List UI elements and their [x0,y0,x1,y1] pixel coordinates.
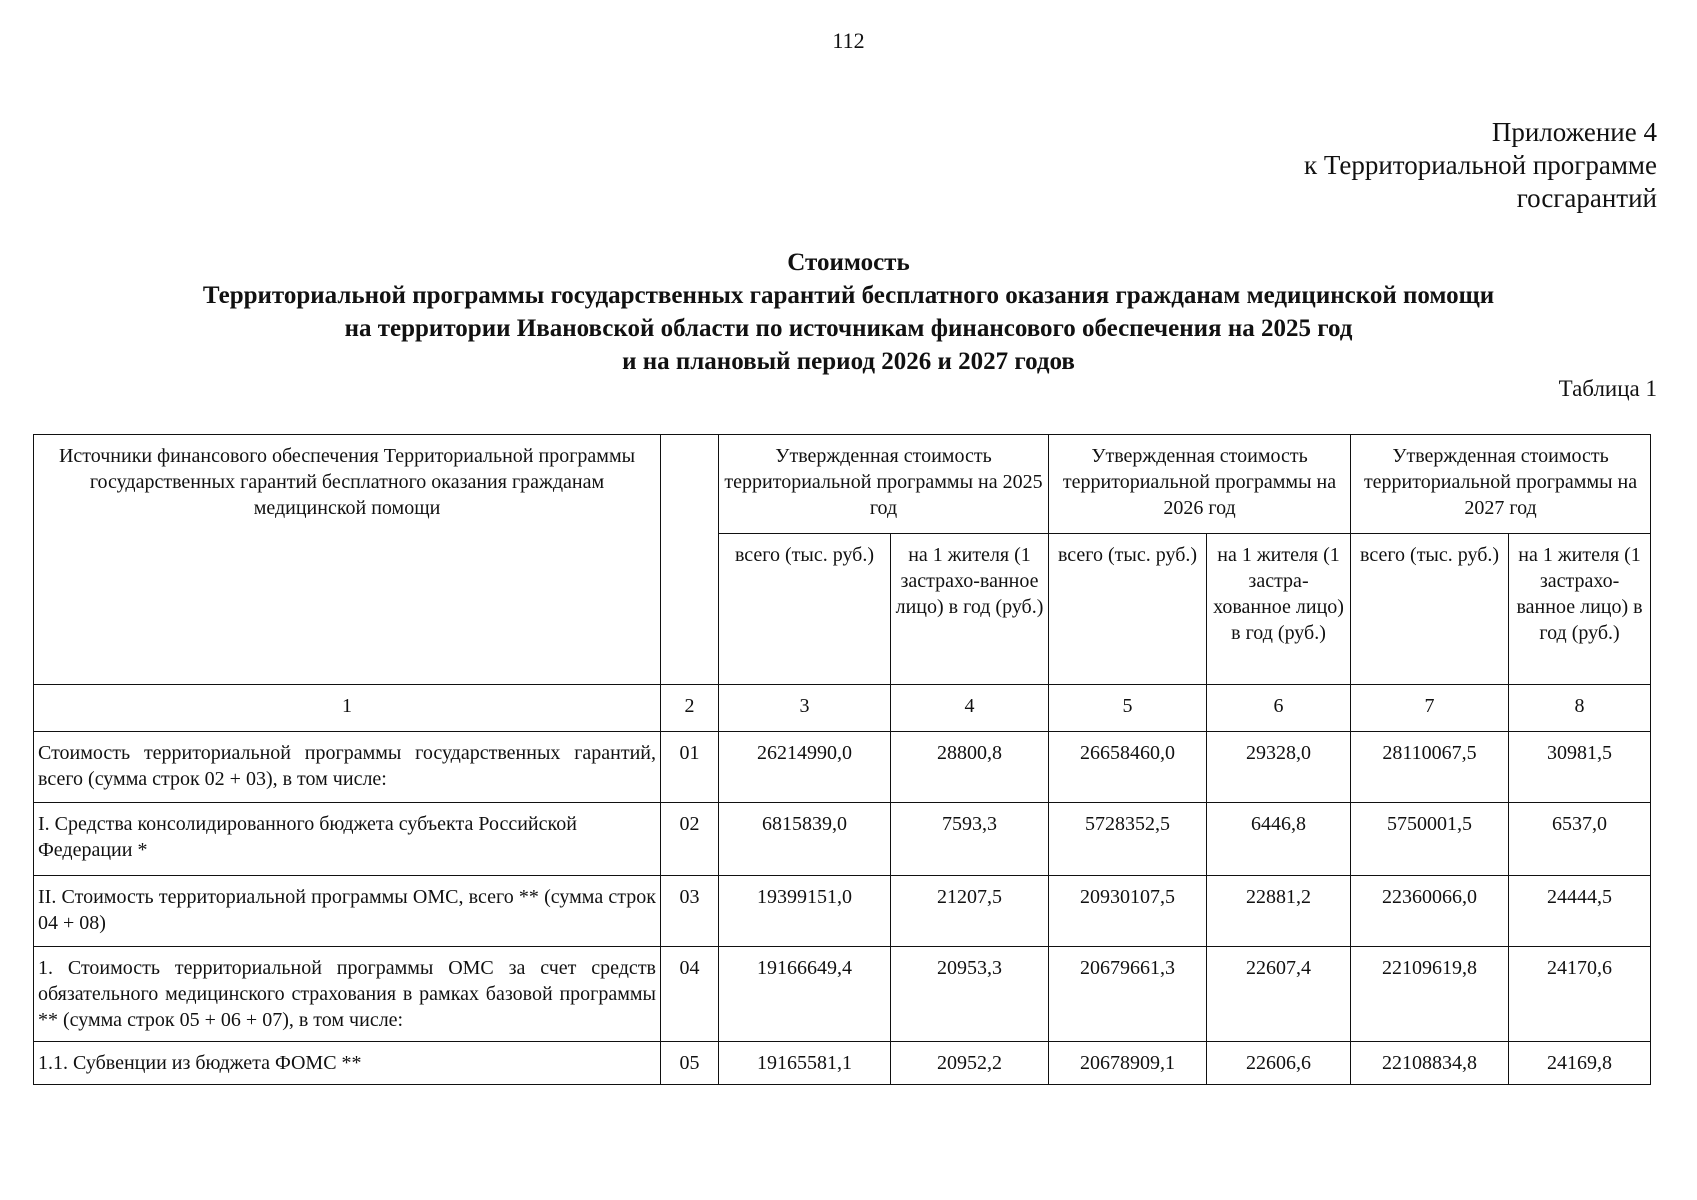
title-line-3: на территории Ивановской области по источникам финансового обеспечения на 2025 год [344,315,1353,342]
row-code: 01 [661,732,719,803]
row-name: 1.1. Субвенции из бюджета ФОМС ** [34,1042,661,1085]
title-line-2: Территориальной программы государственных гарантий бесплатного оказания гражданам медицинской помощи [202,282,1495,309]
column-number: 6 [1207,685,1351,732]
header-row-groups [34,435,1651,534]
row-value: 26214990,0 [719,732,891,803]
row-value: 6446,8 [1207,803,1351,876]
row-value: 20953,3 [891,947,1049,1042]
column-number: 8 [1509,685,1651,732]
row-value: 30981,5 [1509,732,1651,803]
appendix-line-3: госгарантий [1516,183,1657,213]
page-number: 112 [832,28,865,53]
row-code: 04 [661,947,719,1042]
row-value: 24444,5 [1509,876,1651,947]
header-total-2026: всего (тыс. руб.) [1049,534,1207,685]
row-value: 21207,5 [891,876,1049,947]
row-value: 22108834,8 [1351,1042,1509,1085]
row-value: 5728352,5 [1049,803,1207,876]
row-value: 7593,3 [891,803,1049,876]
cost-table [33,434,1651,1085]
header-total-2027: всего (тыс. руб.) [1351,534,1509,685]
row-code: 05 [661,1042,719,1085]
column-number: 5 [1049,685,1207,732]
row-value: 28110067,5 [1351,732,1509,803]
header-code [661,435,719,685]
table-row [34,1042,1651,1085]
row-value: 22607,4 [1207,947,1351,1042]
row-value: 20930107,5 [1049,876,1207,947]
row-value: 22606,6 [1207,1042,1351,1085]
title-line-1: Стоимость [787,249,910,276]
header-group-2027: Утвержденная стоимость территориальной программы на 2027 год [1351,435,1651,534]
appendix-line-1: Приложение 4 [1491,117,1657,147]
row-code: 02 [661,803,719,876]
header-group-2026: Утвержденная стоимость территориальной программы на 2026 год [1049,435,1351,534]
column-number: 1 [34,685,661,732]
row-value: 6537,0 [1509,803,1651,876]
column-number: 7 [1351,685,1509,732]
row-value: 6815839,0 [719,803,891,876]
row-value: 26658460,0 [1049,732,1207,803]
appendix-line-2: к Территориальной программе [1304,150,1657,180]
row-name: II. Стоимость территориальной программы ОМС, всего ** (сумма строк 04 + 08) [34,876,661,947]
document-title [0,246,1697,378]
table-row [34,803,1651,876]
header-per-capita-2027: на 1 жителя (1 застрахо-ванное лицо) в год (руб.) [1509,534,1651,685]
table-row [34,732,1651,803]
appendix-reference [1304,116,1657,215]
row-value: 22109619,8 [1351,947,1509,1042]
table-row [34,947,1651,1042]
header-total-2025: всего (тыс. руб.) [719,534,891,685]
header-per-capita-2025: на 1 жителя (1 застрахо-ванное лицо) в год (руб.) [891,534,1049,685]
row-value: 20952,2 [891,1042,1049,1085]
row-value: 29328,0 [1207,732,1351,803]
column-number: 3 [719,685,891,732]
row-name: 1. Стоимость территориальной программы ОМС за счет средств обязательного медицинского страхования в рамках базовой программы ** (сумма строк 05 + 06 + 07), в том числе: [34,947,661,1042]
row-value: 19165581,1 [719,1042,891,1085]
title-line-4: и на плановый период 2026 и 2027 годов [622,348,1075,375]
table-label: Таблица 1 [1558,376,1657,401]
row-value: 24170,6 [1509,947,1651,1042]
row-code: 03 [661,876,719,947]
row-value: 20679661,3 [1049,947,1207,1042]
row-name: Стоимость территориальной программы государственных гарантий, всего (сумма строк 02 + 03), в том числе: [34,732,661,803]
row-value: 24169,8 [1509,1042,1651,1085]
row-value: 22360066,0 [1351,876,1509,947]
row-value: 22881,2 [1207,876,1351,947]
row-value: 19166649,4 [719,947,891,1042]
header-source: Источники финансового обеспечения Территориальной программы государственных гарантий бесплатного оказания гражданам медицинской помощи [34,435,661,685]
row-value: 19399151,0 [719,876,891,947]
header-group-2025: Утвержденная стоимость территориальной программы на 2025 год [719,435,1049,534]
column-number: 2 [661,685,719,732]
row-value: 28800,8 [891,732,1049,803]
header-per-capita-2026: на 1 жителя (1 застра-хованное лицо) в год (руб.) [1207,534,1351,685]
row-name: I. Средства консолидированного бюджета субъекта Российской Федерации * [34,803,661,876]
column-numbers-row [34,685,1651,732]
column-number: 4 [891,685,1049,732]
table-row [34,876,1651,947]
row-value: 5750001,5 [1351,803,1509,876]
row-value: 20678909,1 [1049,1042,1207,1085]
